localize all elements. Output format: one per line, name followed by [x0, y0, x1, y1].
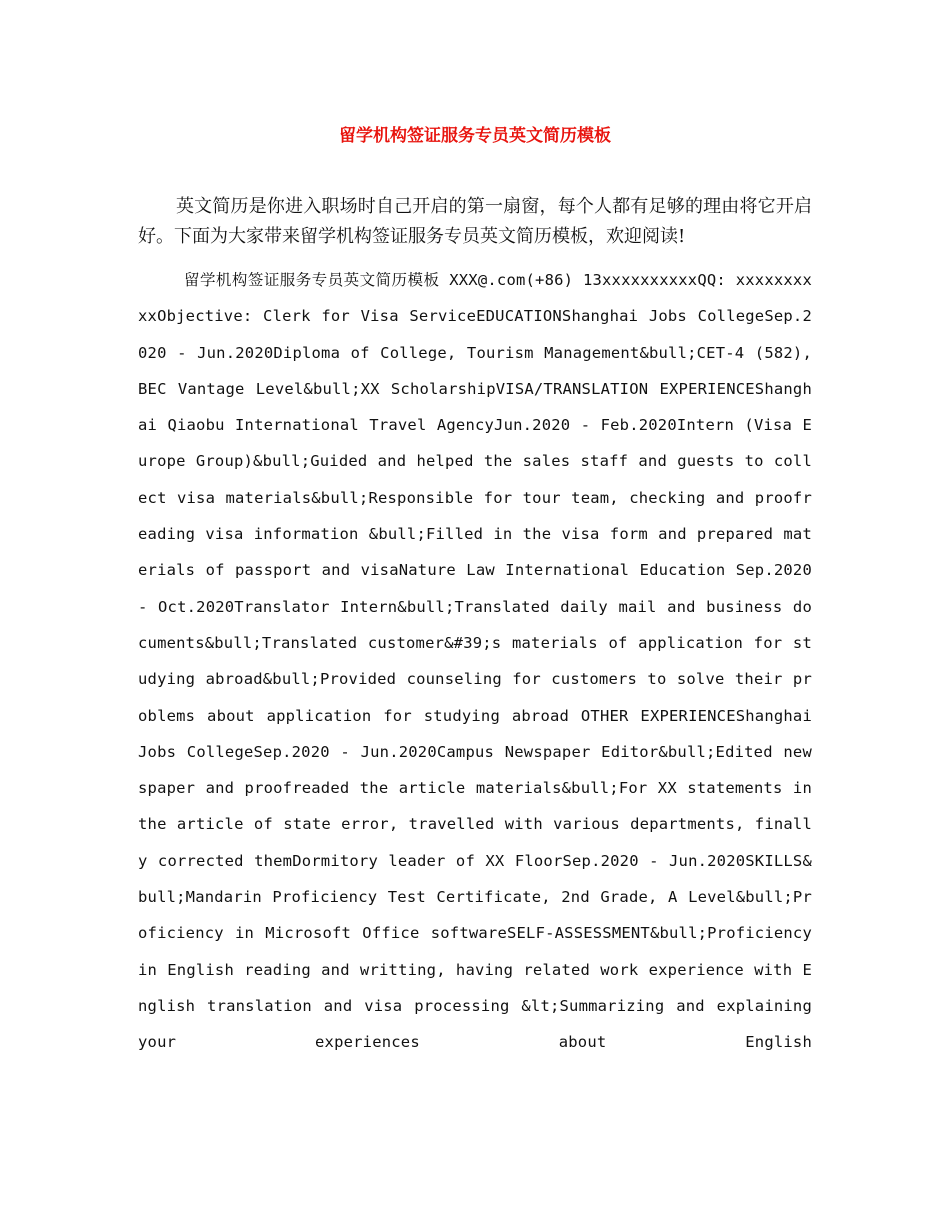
resume-body-text: 留学机构签证服务专员英文简历模板 XXX@.com(+86) 13xxxxxxxxxxQQ: xxxxxxxxxxObjective: Clerk for Visa ServiceEDUCATIONShanghai Jobs CollegeSep.2020 - Jun.2020Diploma of College, Tourism Management&bull;CET-4 (582), BEC Vantage Level&bull;XX ScholarshipVISA/TRANSLATION EXPERIENCEShanghai Qiaobu International Travel AgencyJun.2020 - Feb.2020Intern (Visa Europe Group)&bull;Guided and helped the sales staff and guests to collect visa materials&bull;Responsible for tour team, checking and proofreading visa information &bull;Filled in the visa form and prepared materials of passport and visaNature Law International Education Sep.2020 - Oct.2020Translator Intern&bull;Translated daily mail and business documents&bull;Translated customer&#39;s materials of application for studying abroad&bull;Provided counseling for customers to solve their problems about application for studying abroad OTHER EXPERIENCEShanghai Jobs CollegeSep.2020 - Jun.2020Campus Newspaper Editor&bull;Edited newspaper and proofreaded the article materials&bull;For XX statements in the article of state error, travelled with various departments, finally corrected themDormitory leader of XX FloorSep.2020 - Jun.2020SKILLS&bull;Mandarin Proficiency Test Certificate, 2nd Grade, A Level&bull;Proficiency in Microsoft Office softwareSELF-ASSESSMENT&bull;Proficiency in English reading and writting, having related work experience with English translation and visa processing &lt;Summarizing and explaining your experiences about English	[138, 271, 812, 1052]
page-title: 留学机构签证服务专员英文简历模板	[339, 126, 611, 146]
intro-paragraph: 英文简历是你进入职场时自己开启的第一扇窗，每个人都有足够的理由将它开启好。下面为大家带来留学机构签证服务专员英文简历模板，欢迎阅读!	[138, 196, 812, 247]
